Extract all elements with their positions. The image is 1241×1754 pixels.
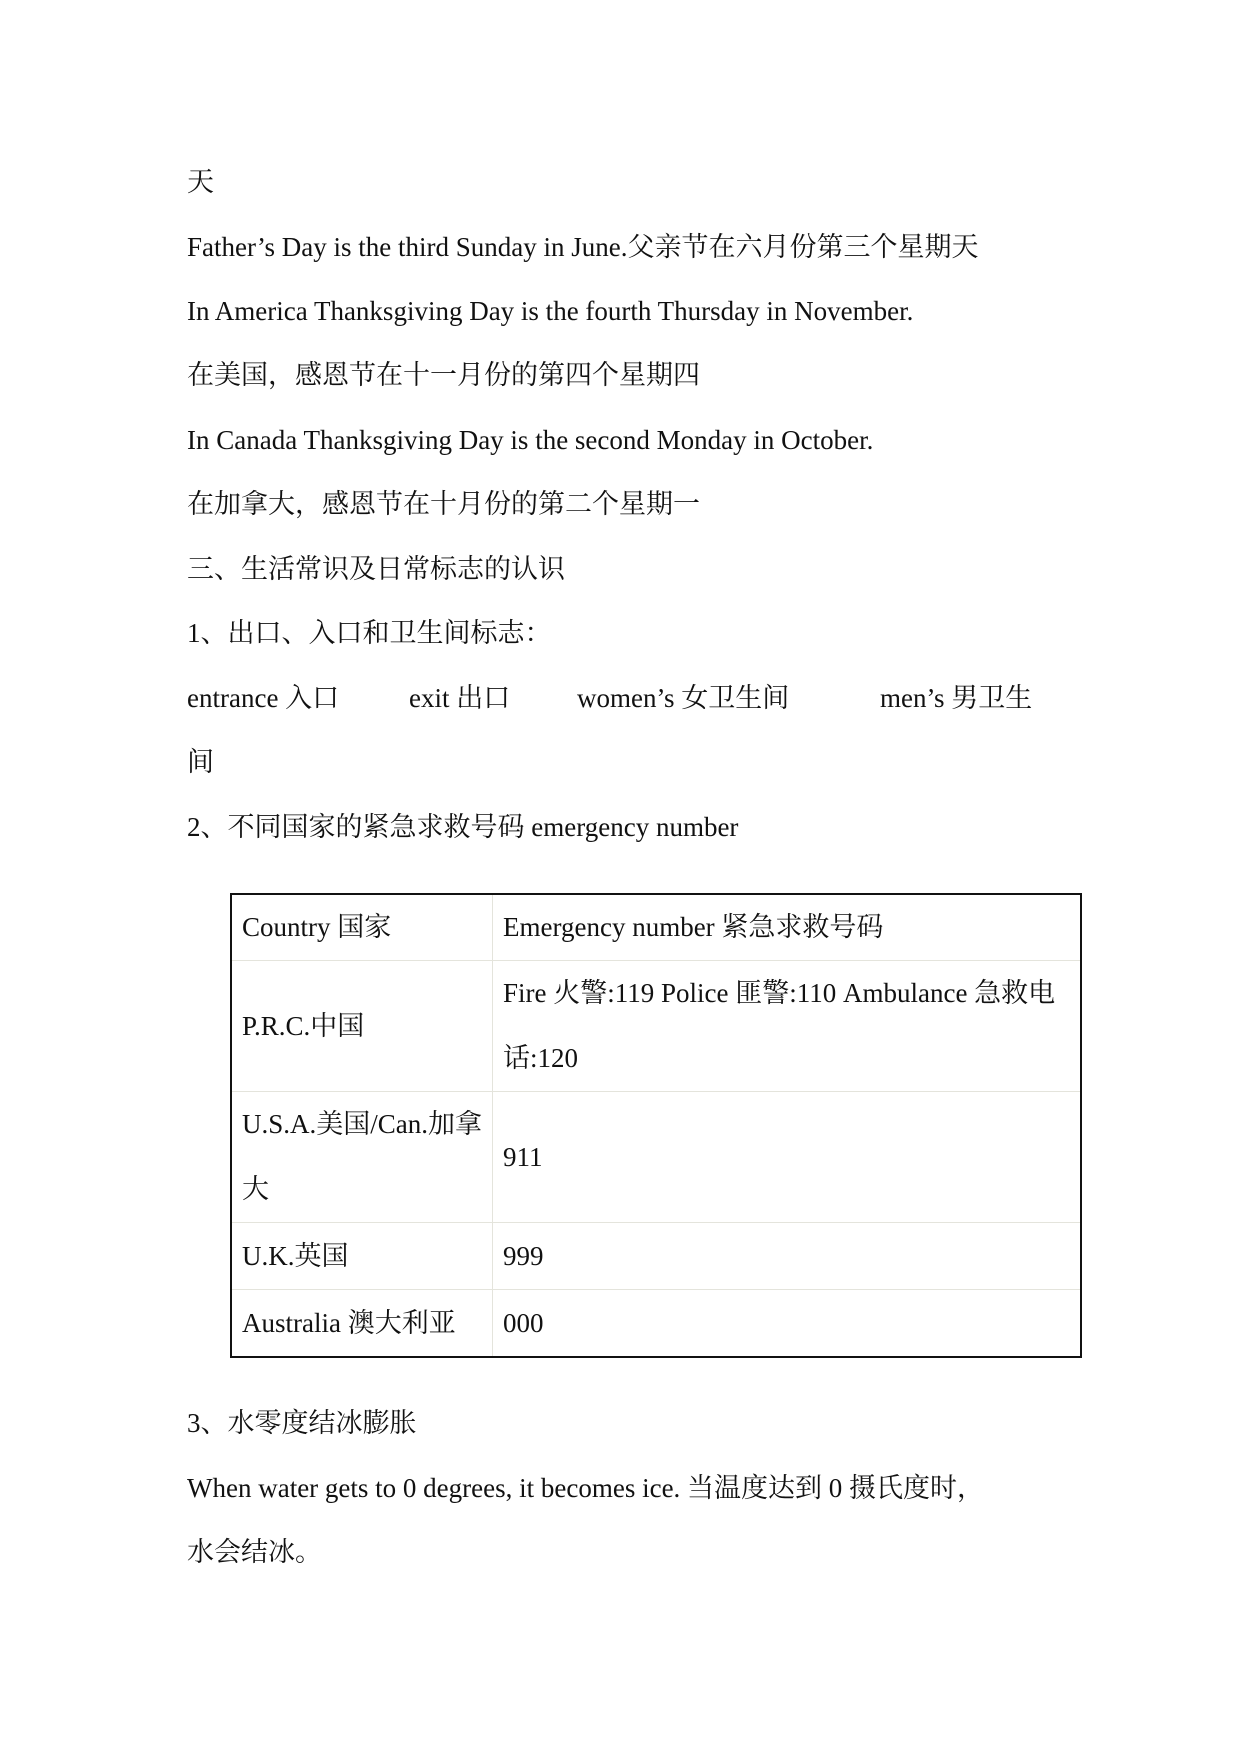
table-row [231,1092,1081,1223]
sign-exit: exit 出口 [409,683,511,713]
header-number: Emergency number 紧急求救号码 [493,894,1082,961]
text-line-canada-thanksgiving: In Canada Thanksgiving Day is the second Monday in October. [187,425,874,455]
cell-number: Fire 火警:119 Police 匪警:110 Ambulance 急救电话:120 [493,961,1082,1092]
text-line-water-en: When water gets to 0 degrees, it becomes ice. 当温度达到 0 摄氏度时， [187,1473,985,1503]
table-row [231,1290,1081,1358]
cell-country: Australia 澳大利亚 [231,1290,493,1358]
cell-number: 999 [493,1223,1082,1290]
cell-country: U.S.A.美国/Can.加拿大 [231,1092,493,1223]
header-country: Country 国家 [231,894,493,961]
cell-number: 000 [493,1290,1082,1358]
cell-country: U.K.英国 [231,1223,493,1290]
text-line-water-cn: 水会结冰。 [187,1537,322,1567]
cell-number: 911 [493,1092,1082,1223]
sign-entrance: entrance 入口 [187,683,340,713]
table-row [231,961,1081,1092]
signs-row [187,681,1032,715]
table-row [231,1223,1081,1290]
text-line-america-thanksgiving: In America Thanksgiving Day is the fourth Thursday in November. [187,296,914,326]
text-line-america-thanksgiving-cn: 在美国，感恩节在十一月份的第四个星期四 [187,360,700,390]
sign-men: men’s 男卫生 [880,683,1033,713]
subheading-signs: 1、出口、入口和卫生间标志： [187,618,552,648]
subheading-emergency: 2、不同国家的紧急求救号码 emergency number [187,812,739,842]
table-header-row [231,894,1081,961]
text-line-wrap: 间 [187,747,214,777]
subheading-water: 3、水零度结冰膨胀 [187,1408,417,1438]
sign-women: women’s 女卫生间 [577,683,790,713]
text-line-fathers-day: Father’s Day is the third Sunday in June.父亲节在六月份第三个星期天 [187,232,979,262]
emergency-number-table [230,893,1082,1358]
text-line-canada-thanksgiving-cn: 在加拿大，感恩节在十月份的第二个星期一 [187,489,700,519]
cell-country: P.R.C.中国 [231,961,493,1092]
section-heading-3: 三、生活常识及日常标志的认识 [187,554,565,584]
text-line-1: 天 [187,167,214,197]
